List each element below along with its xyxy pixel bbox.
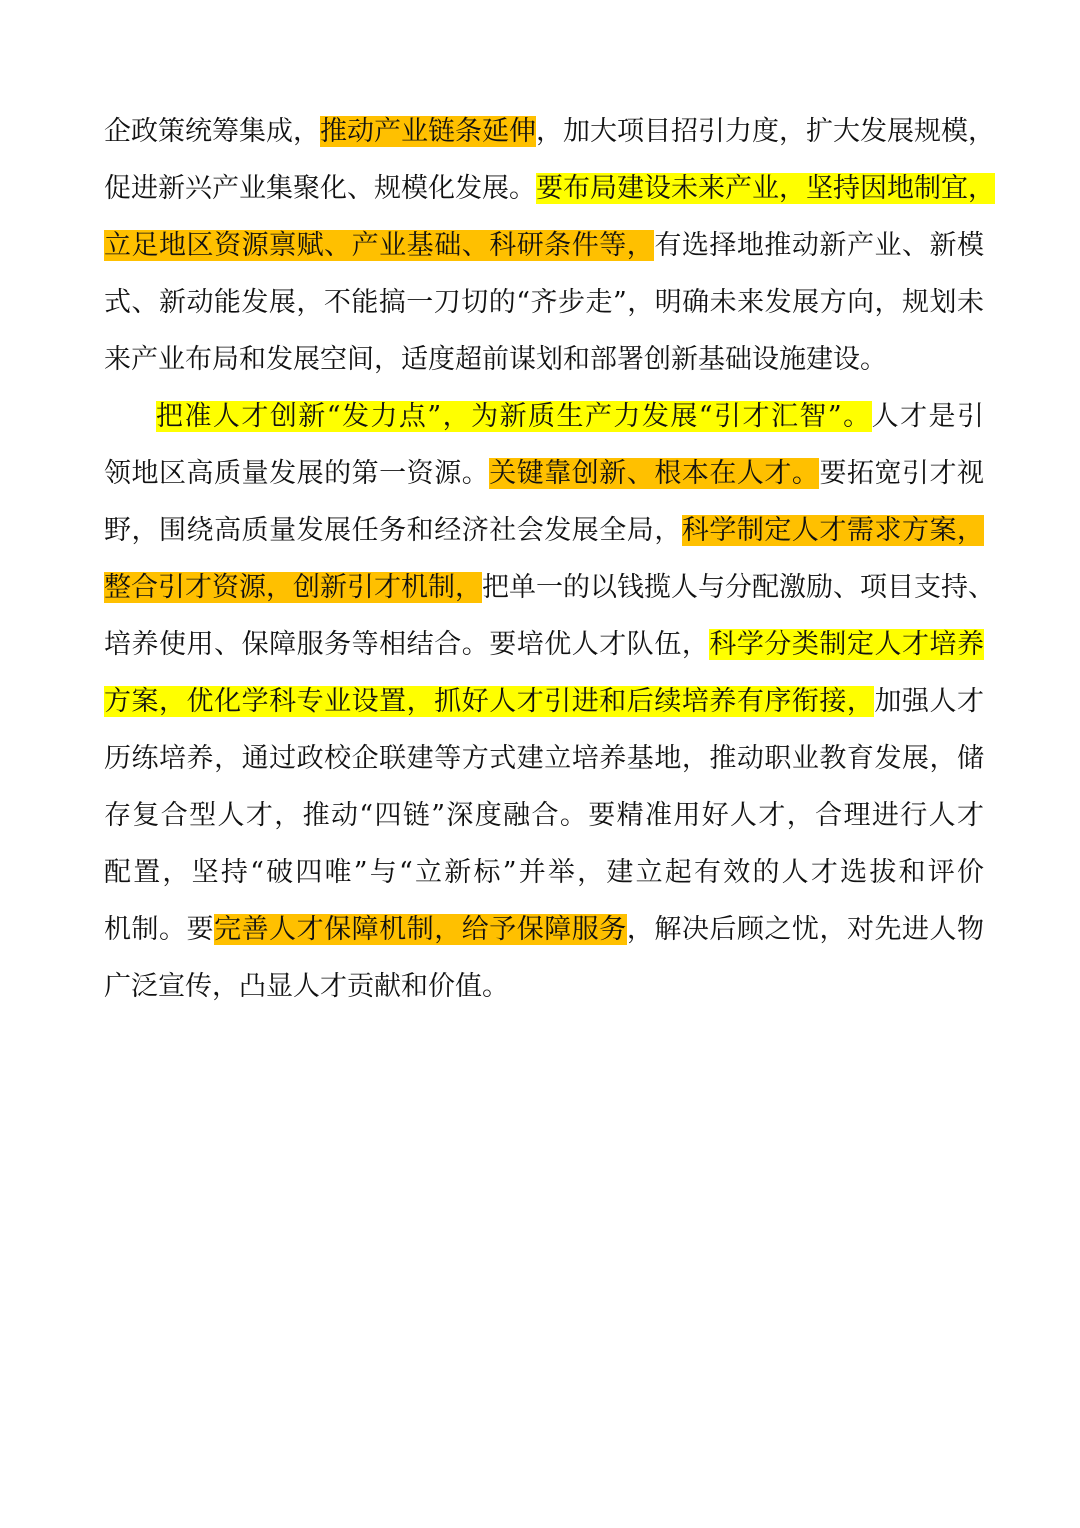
text-line [104,625,984,665]
text-segment: 人才是引 [871,401,985,432]
highlighted-text: 关键靠创新、根本在人才。 [489,458,820,489]
highlighted-text: 科学分类制定人才培养 [709,629,985,660]
text-segment: 存复合型人才，推动“四链”深度融合。要精准用好人才，合理进行人才 [104,800,984,831]
text-line [104,511,984,551]
text-line [104,910,984,950]
text-line [104,226,984,266]
highlighted-text: 立足地区资源禀赋、产业基础、科研条件等， [104,230,655,261]
text-segment: 来产业布局和发展空间，适度超前谋划和部署创新基础设施建设。 [104,344,887,375]
text-line [104,682,984,722]
text-segment: 机制。要 [104,914,215,945]
text-segment: 促进新兴产业集聚化、规模化发展。 [104,173,536,204]
text-segment: 广泛宣传，凸显人才贡献和价值。 [104,971,509,1002]
text-segment: 配置，坚持“破四唯”与“立新标”并举，建立起有效的人才选拔和评价 [104,857,984,888]
text-line [104,967,984,1007]
highlighted-text: 完善人才保障机制，给予保障服务 [214,914,627,945]
highlighted-text: 推动产业链条延伸 [320,116,536,147]
text-line [104,283,984,323]
text-segment: 领地区高质量发展的第一资源。 [104,458,490,489]
text-line [156,397,984,437]
text-segment: 加强人才 [874,686,985,717]
text-segment: 式、新动能发展，不能搞一刀切的“齐步走”，明确未来发展方向，规划未 [104,287,984,318]
text-line [104,112,995,152]
text-segment: 企政策统筹集成， [104,116,320,147]
text-line [104,568,995,608]
highlighted-text: 要布局建设未来产业，坚持因地制宜， [536,173,995,204]
text-line [104,796,984,836]
text-segment: 把单一的以钱揽人与分配激励、项目支持、 [482,572,995,603]
highlighted-text: 科学制定人才需求方案， [681,515,985,546]
text-line [104,454,984,494]
highlighted-text: 方案，优化学科专业设置，抓好人才引进和后续培养有序衔接， [104,686,875,717]
text-segment: ，加大项目招引力度，扩大发展规模， [536,116,995,147]
text-line [104,169,995,209]
text-segment: 有选择地推动新产业、新模 [654,230,985,261]
text-segment: 培养使用、保障服务等相结合。要培优人才队伍， [104,629,710,660]
highlighted-text: 把准人才创新“发力点”，为新质生产力发展“引才汇智”。 [156,401,872,432]
text-segment: 野，围绕高质量发展任务和经济社会发展全局， [104,515,682,546]
highlighted-text: 整合引才资源，创新引才机制， [104,572,482,603]
text-segment: ，解决后顾之忧，对先进人物 [626,914,985,945]
text-segment: 要拓宽引才视 [819,458,985,489]
text-line [104,853,984,893]
text-segment: 历练培养，通过政校企联建等方式建立培养基地，推动职业教育发展，储 [104,743,984,774]
text-line [104,340,984,380]
text-line [104,739,984,779]
